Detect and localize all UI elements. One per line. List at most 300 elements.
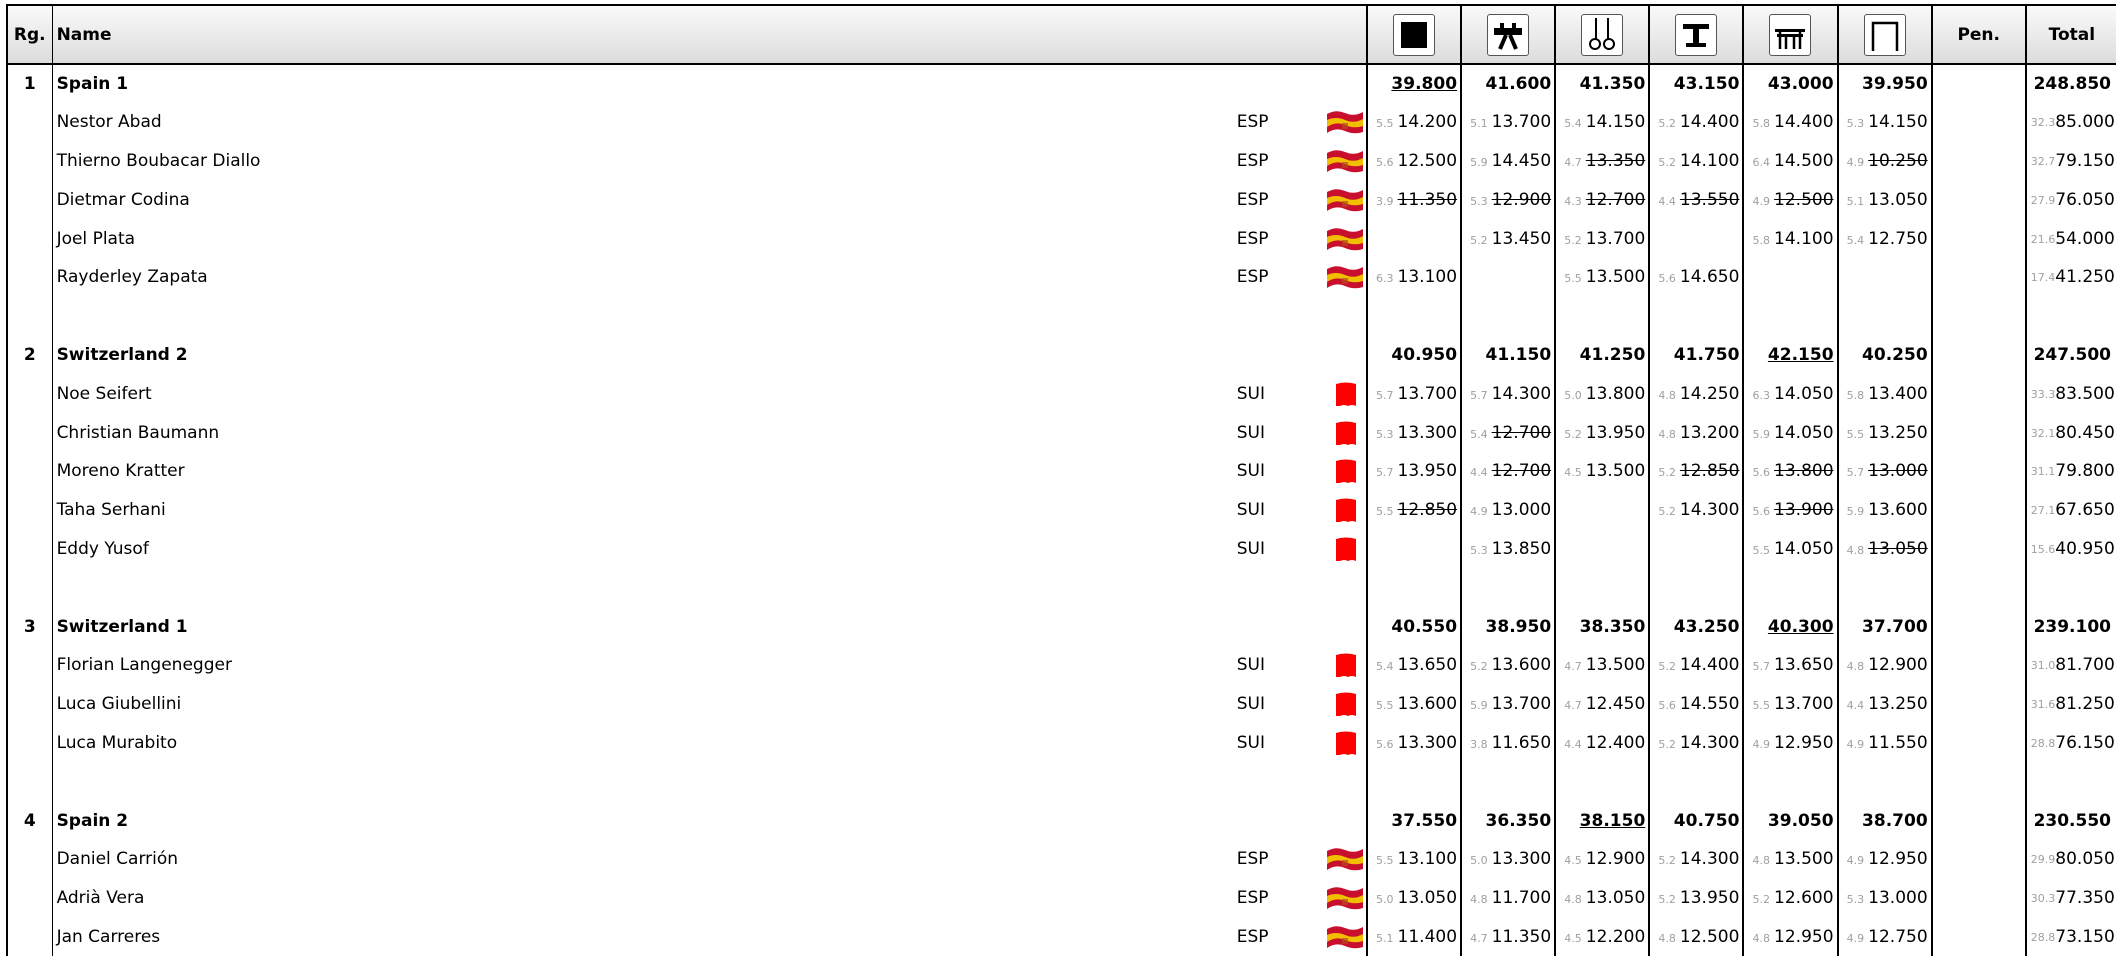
apparatus-score bbox=[1649, 336, 1743, 375]
athlete-total bbox=[2026, 530, 2116, 569]
penalty-cell bbox=[1932, 530, 2026, 569]
team-row[interactable] bbox=[7, 336, 2116, 375]
difficulty-score: 5.2 bbox=[1470, 660, 1488, 674]
final-score: 14.550 bbox=[1679, 694, 1740, 715]
spacer-cell bbox=[1838, 297, 1932, 336]
difficulty-score: 5.9 bbox=[1752, 427, 1771, 441]
penalty-cell bbox=[1932, 219, 2026, 258]
final-score: 11.650 bbox=[1491, 732, 1552, 753]
difficulty-score: 5.3 bbox=[1470, 543, 1488, 557]
athlete-name[interactable] bbox=[52, 646, 1237, 685]
difficulty-score: 4.7 bbox=[1564, 699, 1582, 713]
team-total-value: 248.850 bbox=[2033, 73, 2111, 94]
athlete-total bbox=[2026, 646, 2116, 685]
country-cell bbox=[1237, 336, 1282, 375]
difficulty-score: 5.2 bbox=[1658, 893, 1676, 907]
athlete-country bbox=[1237, 374, 1282, 413]
final-score: 14.150 bbox=[1585, 112, 1646, 133]
difficulty-score: 5.0 bbox=[1564, 388, 1582, 402]
final-score: 13.850 bbox=[1491, 538, 1552, 559]
rings-header[interactable] bbox=[1555, 5, 1649, 64]
apparatus-score bbox=[1649, 64, 1743, 103]
athlete-row[interactable] bbox=[7, 413, 2116, 452]
apparatus-score bbox=[1555, 413, 1649, 452]
apparatus-score bbox=[1649, 530, 1743, 569]
switzerland-flag-icon bbox=[1326, 496, 1364, 524]
difficulty-score: 5.2 bbox=[1752, 893, 1771, 907]
athlete-row[interactable] bbox=[7, 646, 2116, 685]
difficulty-score: 5.8 bbox=[1846, 388, 1865, 402]
team-total-value: 230.550 bbox=[2033, 810, 2111, 831]
apparatus-score bbox=[1555, 607, 1649, 646]
apparatus-score bbox=[1461, 103, 1555, 142]
final-score: 13.700 bbox=[1774, 694, 1834, 715]
final-score: 12.750 bbox=[1868, 228, 1928, 249]
athlete-name[interactable] bbox=[52, 452, 1237, 491]
apparatus-score bbox=[1838, 918, 1932, 956]
athlete-name-text: Nestor Abad bbox=[56, 112, 162, 133]
athlete-country bbox=[1237, 646, 1282, 685]
apparatus-score bbox=[1461, 413, 1555, 452]
final-score: 14.300 bbox=[1491, 383, 1552, 404]
apparatus-score bbox=[1743, 64, 1837, 103]
team-total-value: 239.100 bbox=[2033, 616, 2111, 637]
final-score: 12.900 bbox=[1491, 189, 1552, 210]
difficulty-score: 4.9 bbox=[1752, 737, 1771, 751]
athlete-rank bbox=[7, 413, 52, 452]
final-score: 13.250 bbox=[1868, 694, 1928, 715]
team-rank bbox=[7, 801, 52, 840]
total-difficulty: 30.3 bbox=[2030, 892, 2056, 906]
spacer-cell bbox=[1282, 568, 1367, 607]
penalty-cell bbox=[1932, 646, 2026, 685]
athlete-row[interactable] bbox=[7, 219, 2116, 258]
difficulty-score: 5.6 bbox=[1376, 737, 1394, 751]
team-name[interactable] bbox=[52, 64, 1237, 103]
final-score: 14.400 bbox=[1679, 655, 1740, 676]
apparatus-score bbox=[1649, 452, 1743, 491]
team-score: 38.700 bbox=[1862, 810, 1928, 831]
difficulty-score: 4.7 bbox=[1564, 155, 1582, 169]
apparatus-score bbox=[1649, 374, 1743, 413]
team-total bbox=[2026, 801, 2116, 840]
final-score: 14.300 bbox=[1679, 500, 1740, 521]
difficulty-score: 3.9 bbox=[1376, 194, 1394, 208]
difficulty-score: 4.4 bbox=[1846, 699, 1865, 713]
apparatus-score bbox=[1461, 646, 1555, 685]
apparatus-score bbox=[1461, 219, 1555, 258]
athlete-name[interactable] bbox=[52, 918, 1237, 956]
difficulty-score: 5.4 bbox=[1376, 660, 1394, 674]
apparatus-score bbox=[1555, 258, 1649, 297]
apparatus-score bbox=[1461, 336, 1555, 375]
athlete-row[interactable] bbox=[7, 258, 2116, 297]
final-score: 14.150 bbox=[1868, 112, 1928, 133]
athlete-total bbox=[2026, 374, 2116, 413]
difficulty-score: 5.2 bbox=[1470, 233, 1488, 247]
difficulty-score: 6.4 bbox=[1752, 155, 1771, 169]
team-total bbox=[2026, 607, 2116, 646]
athlete-total bbox=[2026, 413, 2116, 452]
final-score: 11.550 bbox=[1868, 732, 1928, 753]
final-score: 13.950 bbox=[1679, 888, 1740, 909]
final-score: 12.500 bbox=[1397, 150, 1458, 171]
vault-header[interactable] bbox=[1649, 5, 1743, 64]
final-score: 13.050 bbox=[1585, 888, 1646, 909]
difficulty-score: 4.9 bbox=[1846, 155, 1865, 169]
spacer-cell bbox=[1932, 297, 2026, 336]
difficulty-score: 5.5 bbox=[1376, 117, 1394, 131]
country-code: SUI bbox=[1236, 538, 1265, 559]
penalty-cell bbox=[1932, 840, 2026, 879]
spacer-row bbox=[7, 297, 2116, 336]
total-value: 79.150 bbox=[2055, 150, 2115, 171]
total-value: 77.350 bbox=[2055, 888, 2115, 909]
apparatus-score bbox=[1461, 724, 1555, 763]
penalty-cell bbox=[1932, 607, 2026, 646]
difficulty-score: 5.9 bbox=[1470, 155, 1488, 169]
final-score: 13.600 bbox=[1868, 500, 1928, 521]
team-score: 40.250 bbox=[1862, 344, 1928, 365]
difficulty-score: 5.2 bbox=[1658, 505, 1676, 519]
apparatus-score bbox=[1649, 180, 1743, 219]
final-score: 13.650 bbox=[1397, 655, 1458, 676]
final-score: 12.450 bbox=[1585, 694, 1646, 715]
athlete-total bbox=[2026, 685, 2116, 724]
total-value: 85.000 bbox=[2055, 112, 2115, 133]
athlete-country bbox=[1237, 142, 1282, 181]
apparatus-score bbox=[1838, 530, 1932, 569]
athlete-row[interactable] bbox=[7, 452, 2116, 491]
final-score: 12.700 bbox=[1491, 461, 1552, 482]
apparatus-score bbox=[1649, 801, 1743, 840]
total-difficulty: 31.0 bbox=[2030, 659, 2056, 673]
apparatus-score bbox=[1649, 103, 1743, 142]
spacer-cell bbox=[1555, 762, 1649, 801]
spacer-cell bbox=[1838, 568, 1932, 607]
rank-value: 2 bbox=[23, 344, 36, 365]
apparatus-score bbox=[1838, 413, 1932, 452]
apparatus-score bbox=[1649, 646, 1743, 685]
athlete-name[interactable] bbox=[52, 413, 1237, 452]
final-score: 12.200 bbox=[1585, 926, 1646, 947]
difficulty-score: 4.9 bbox=[1846, 854, 1865, 868]
spacer-cell bbox=[1743, 762, 1837, 801]
final-score: 13.500 bbox=[1585, 267, 1646, 288]
total-difficulty: 27.9 bbox=[2030, 193, 2056, 207]
country-code: SUI bbox=[1236, 461, 1265, 482]
athlete-country bbox=[1237, 258, 1282, 297]
apparatus-score bbox=[1743, 180, 1837, 219]
switzerland-flag-icon bbox=[1326, 535, 1364, 563]
final-score: 13.050 bbox=[1397, 888, 1458, 909]
total-value: 76.050 bbox=[2055, 189, 2115, 210]
team-row[interactable] bbox=[7, 64, 2116, 103]
high-bar-header[interactable] bbox=[1838, 5, 1932, 64]
team-score: 41.250 bbox=[1579, 344, 1646, 365]
difficulty-score: 5.7 bbox=[1470, 388, 1488, 402]
apparatus-score bbox=[1649, 840, 1743, 879]
athlete-rank bbox=[7, 491, 52, 530]
difficulty-score: 5.1 bbox=[1470, 117, 1488, 131]
difficulty-score: 5.2 bbox=[1658, 466, 1676, 480]
spain-flag-icon bbox=[1326, 108, 1364, 136]
final-score: 12.950 bbox=[1774, 732, 1834, 753]
spacer-cell bbox=[1743, 568, 1837, 607]
apparatus-score bbox=[1649, 879, 1743, 918]
apparatus-score bbox=[1743, 142, 1837, 181]
penalty-cell bbox=[1932, 142, 2026, 181]
rank-value: 3 bbox=[23, 616, 36, 637]
apparatus-score bbox=[1367, 724, 1461, 763]
apparatus-score bbox=[1838, 103, 1932, 142]
flag-header bbox=[1282, 5, 1367, 64]
athlete-total bbox=[2026, 258, 2116, 297]
difficulty-score: 5.2 bbox=[1658, 117, 1676, 131]
apparatus-score bbox=[1838, 879, 1932, 918]
spacer-cell bbox=[1367, 762, 1461, 801]
difficulty-score: 4.8 bbox=[1752, 854, 1771, 868]
difficulty-score: 4.7 bbox=[1470, 931, 1488, 945]
spacer-cell bbox=[1282, 762, 1367, 801]
apparatus-score bbox=[1555, 142, 1649, 181]
apparatus-score bbox=[1367, 374, 1461, 413]
apparatus-score bbox=[1367, 413, 1461, 452]
total-difficulty: 31.6 bbox=[2030, 698, 2056, 712]
apparatus-score bbox=[1461, 452, 1555, 491]
country-code: SUI bbox=[1236, 694, 1265, 715]
difficulty-score: 5.8 bbox=[1752, 117, 1771, 131]
difficulty-score: 4.8 bbox=[1752, 931, 1771, 945]
difficulty-score: 4.5 bbox=[1564, 931, 1582, 945]
team-rank bbox=[7, 607, 52, 646]
difficulty-score: 4.8 bbox=[1846, 543, 1865, 557]
athlete-row[interactable] bbox=[7, 180, 2116, 219]
flag-cell bbox=[1282, 607, 1367, 646]
final-score: 12.900 bbox=[1868, 655, 1928, 676]
final-score: 13.300 bbox=[1491, 849, 1552, 870]
apparatus-score bbox=[1367, 879, 1461, 918]
team-score: 36.350 bbox=[1485, 810, 1552, 831]
athlete-row[interactable] bbox=[7, 724, 2116, 763]
penalty-cell bbox=[1932, 724, 2026, 763]
difficulty-score: 4.8 bbox=[1658, 427, 1676, 441]
difficulty-score: 5.5 bbox=[1376, 854, 1394, 868]
team-row[interactable] bbox=[7, 607, 2116, 646]
athlete-rank bbox=[7, 724, 52, 763]
athlete-rank bbox=[7, 452, 52, 491]
difficulty-score: 5.2 bbox=[1564, 233, 1582, 247]
total-value: 54.000 bbox=[2055, 228, 2115, 249]
apparatus-score bbox=[1555, 180, 1649, 219]
apparatus-score bbox=[1461, 491, 1555, 530]
athlete-row[interactable] bbox=[7, 530, 2116, 569]
final-score: 13.500 bbox=[1774, 849, 1834, 870]
athlete-country bbox=[1237, 219, 1282, 258]
total-value: 67.650 bbox=[2055, 500, 2115, 521]
apparatus-score bbox=[1461, 918, 1555, 956]
final-score: 13.100 bbox=[1397, 267, 1458, 288]
switzerland-flag-icon bbox=[1326, 380, 1364, 408]
country-code: ESP bbox=[1236, 926, 1269, 947]
apparatus-score bbox=[1367, 64, 1461, 103]
rank-header: Rg. bbox=[7, 5, 52, 64]
athlete-name[interactable] bbox=[52, 142, 1237, 181]
apparatus-score bbox=[1461, 607, 1555, 646]
final-score: 13.400 bbox=[1868, 383, 1928, 404]
penalty-cell bbox=[1932, 374, 2026, 413]
athlete-flag bbox=[1282, 724, 1367, 763]
difficulty-score: 5.9 bbox=[1470, 699, 1488, 713]
athlete-name-text: Rayderley Zapata bbox=[56, 267, 208, 288]
floor-header[interactable] bbox=[1367, 5, 1461, 64]
difficulty-score: 4.9 bbox=[1470, 505, 1488, 519]
team-name-text: Spain 2 bbox=[56, 810, 129, 831]
apparatus-score bbox=[1743, 413, 1837, 452]
athlete-name-text: Thierno Boubacar Diallo bbox=[56, 150, 261, 171]
athlete-name[interactable] bbox=[52, 180, 1237, 219]
apparatus-score bbox=[1743, 918, 1837, 956]
switzerland-flag-icon bbox=[1326, 690, 1364, 718]
country-code: ESP bbox=[1236, 189, 1269, 210]
final-score: 12.700 bbox=[1491, 422, 1552, 443]
athlete-name-text: Florian Langenegger bbox=[56, 655, 232, 676]
final-score: 13.950 bbox=[1397, 461, 1458, 482]
difficulty-score: 4.4 bbox=[1564, 737, 1582, 751]
penalty-cell bbox=[1932, 491, 2026, 530]
total-difficulty: 17.4 bbox=[2030, 271, 2056, 285]
difficulty-score: 5.5 bbox=[1376, 699, 1394, 713]
vault-icon bbox=[1675, 14, 1717, 56]
total-value: 81.700 bbox=[2055, 655, 2115, 676]
athlete-name-text: Jan Carreres bbox=[56, 926, 161, 947]
athlete-name[interactable] bbox=[52, 219, 1237, 258]
apparatus-score bbox=[1649, 607, 1743, 646]
athlete-name[interactable] bbox=[52, 374, 1237, 413]
athlete-name[interactable] bbox=[52, 103, 1237, 142]
athlete-row[interactable] bbox=[7, 685, 2116, 724]
team-score: 40.750 bbox=[1673, 810, 1740, 831]
total-value: 73.150 bbox=[2055, 926, 2115, 947]
difficulty-score: 5.7 bbox=[1752, 660, 1771, 674]
athlete-flag bbox=[1282, 530, 1367, 569]
athlete-row[interactable] bbox=[7, 840, 2116, 879]
final-score: 12.900 bbox=[1585, 849, 1646, 870]
switzerland-flag-icon bbox=[1326, 419, 1364, 447]
difficulty-score: 5.6 bbox=[1752, 505, 1771, 519]
parallel-bars-header[interactable] bbox=[1743, 5, 1837, 64]
athlete-country bbox=[1237, 685, 1282, 724]
athlete-name[interactable] bbox=[52, 840, 1237, 879]
team-score: 39.050 bbox=[1767, 810, 1834, 831]
spacer-cell bbox=[2026, 568, 2116, 607]
athlete-total bbox=[2026, 103, 2116, 142]
athlete-country bbox=[1237, 491, 1282, 530]
final-score: 14.400 bbox=[1679, 112, 1740, 133]
spacer-cell bbox=[1649, 297, 1743, 336]
final-score: 12.850 bbox=[1397, 500, 1458, 521]
team-row[interactable] bbox=[7, 801, 2116, 840]
athlete-name[interactable] bbox=[52, 530, 1237, 569]
athlete-row[interactable] bbox=[7, 491, 2116, 530]
spacer-cell bbox=[1237, 762, 1282, 801]
athlete-name[interactable] bbox=[52, 724, 1237, 763]
difficulty-score: 5.3 bbox=[1846, 893, 1865, 907]
team-score: 40.300 bbox=[1767, 616, 1834, 637]
athlete-flag bbox=[1282, 180, 1367, 219]
athlete-flag bbox=[1282, 918, 1367, 956]
athlete-row[interactable] bbox=[7, 142, 2116, 181]
difficulty-score: 5.0 bbox=[1376, 893, 1394, 907]
final-score: 13.050 bbox=[1868, 538, 1928, 559]
difficulty-score: 6.3 bbox=[1752, 388, 1771, 402]
pommel-horse-header[interactable] bbox=[1461, 5, 1555, 64]
athlete-name[interactable] bbox=[52, 491, 1237, 530]
total-value: 80.450 bbox=[2055, 422, 2115, 443]
athlete-row[interactable] bbox=[7, 103, 2116, 142]
total-value: 81.250 bbox=[2055, 694, 2115, 715]
apparatus-score bbox=[1367, 530, 1461, 569]
athlete-flag bbox=[1282, 374, 1367, 413]
apparatus-score bbox=[1838, 840, 1932, 879]
athlete-total bbox=[2026, 724, 2116, 763]
final-score: 13.950 bbox=[1585, 422, 1646, 443]
difficulty-score: 5.6 bbox=[1658, 272, 1676, 286]
athlete-row[interactable] bbox=[7, 918, 2116, 956]
final-score: 13.900 bbox=[1774, 500, 1834, 521]
athlete-country bbox=[1237, 103, 1282, 142]
difficulty-score: 4.8 bbox=[1658, 388, 1676, 402]
athlete-name[interactable] bbox=[52, 258, 1237, 297]
total-value: 41.250 bbox=[2055, 267, 2115, 288]
final-score: 13.250 bbox=[1868, 422, 1928, 443]
apparatus-score bbox=[1461, 180, 1555, 219]
final-score: 14.050 bbox=[1774, 538, 1834, 559]
spacer-cell bbox=[1649, 762, 1743, 801]
difficulty-score: 5.2 bbox=[1658, 155, 1676, 169]
team-score: 41.750 bbox=[1673, 344, 1740, 365]
pommel-horse-icon bbox=[1487, 14, 1529, 56]
apparatus-score bbox=[1367, 801, 1461, 840]
country-code: ESP bbox=[1236, 150, 1269, 171]
team-name[interactable] bbox=[52, 336, 1237, 375]
country-code: ESP bbox=[1236, 888, 1269, 909]
high-bar-icon bbox=[1864, 14, 1906, 56]
apparatus-score bbox=[1461, 258, 1555, 297]
apparatus-score bbox=[1367, 142, 1461, 181]
athlete-flag bbox=[1282, 491, 1367, 530]
athlete-row[interactable] bbox=[7, 374, 2116, 413]
athlete-flag bbox=[1282, 103, 1367, 142]
team-name[interactable] bbox=[52, 801, 1237, 840]
athlete-name[interactable] bbox=[52, 685, 1237, 724]
apparatus-score bbox=[1461, 685, 1555, 724]
athlete-flag bbox=[1282, 685, 1367, 724]
spacer-cell bbox=[7, 297, 52, 336]
final-score: 12.950 bbox=[1868, 849, 1928, 870]
apparatus-score bbox=[1367, 607, 1461, 646]
final-score: 13.800 bbox=[1774, 461, 1834, 482]
athlete-name[interactable] bbox=[52, 879, 1237, 918]
athlete-row[interactable] bbox=[7, 879, 2116, 918]
country-code: ESP bbox=[1236, 228, 1269, 249]
team-name[interactable] bbox=[52, 607, 1237, 646]
final-score: 13.000 bbox=[1868, 888, 1928, 909]
apparatus-score bbox=[1838, 491, 1932, 530]
apparatus-score bbox=[1838, 258, 1932, 297]
apparatus-score bbox=[1838, 801, 1932, 840]
final-score: 12.750 bbox=[1868, 926, 1928, 947]
